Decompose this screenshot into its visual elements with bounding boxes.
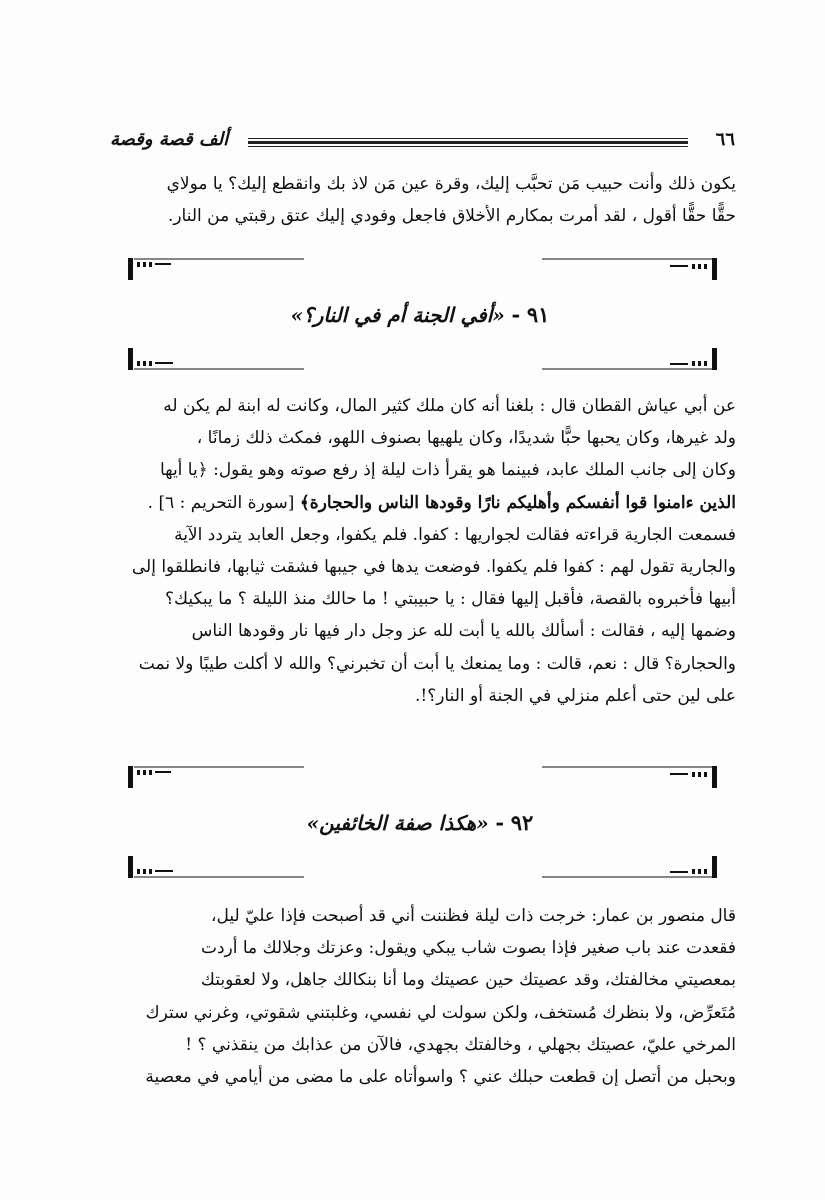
verse-reference: [سورة التحريم : ٦] . [147, 492, 295, 513]
section-dash: - [511, 302, 521, 327]
text-line: يكون ذلك وأنت حبيب مَن تحبَّب إليك، وقرة عين مَن لاذ بك وانقطع إليك؟ يا مولاي [166, 174, 736, 194]
text-line: بمعصيتي مخالفتك، وقد عصيتك حين عصيتك وما أنا بنكالك جاهل، ولا لعقوبتك [200, 970, 736, 991]
section-title: «أفي الجنة أم في النار؟» [290, 303, 505, 327]
section-heading [120, 300, 720, 330]
text-line: والجارية تقول لهم : كفوا فلم يكفوا. فوضعت يدها في جيبها فشقت ثيابها، فانطلقوا إلى [131, 557, 736, 578]
header-rule [248, 138, 688, 139]
text-line: والحجارة؟ قال : نعم، قالت : وما يمنعك يا أبت أن تخبرني؟ والله لا أكلت طيبًا ولا نمت [138, 653, 736, 674]
ornament-corner-bottom-right [540, 856, 720, 878]
text-line: فقعدت عند باب صغير فإذا بصوت شاب يبكي ويقول: وعزتك وجلالك ما أردت [200, 938, 736, 959]
section-number: ٩١ [526, 302, 550, 327]
text-line: المرخي عليّ، عصيتك بجهلي ، وخالفتك بجهدي، فالآن من عذابك من ينقذني ؟ ! [185, 1034, 736, 1055]
text-line: عن أبي عياش القطان قال : بلغنا أنه كان ملك كثير المال، وكانت له ابنة لم يكن له [163, 396, 736, 416]
page-number: ٦٦ [715, 129, 735, 150]
ornament-corner-top-right [540, 766, 720, 788]
book-title: ألف قصة وقصة [110, 129, 229, 150]
text-line: مُتَعرِّض، ولا بنظرك مُستخف، ولكن سولت لي نفسي، وغلبتني شقوتي، وغرني سترك [145, 1002, 736, 1023]
text-line [118, 487, 736, 519]
ornament-corner-bottom-left [126, 348, 306, 370]
intro-paragraph [118, 168, 736, 232]
quran-verse: الذين ءامنوا قوا أنفسكم وأهليكم نارًا وقودها الناس والحجارة﴾ [299, 492, 736, 513]
header-rule [248, 141, 688, 144]
text-line: وكان إلى جانب الملك عابد، فبينما هو يقرأ ذات ليلة إذ رفع صوته وهو يقول: ﴿يا أيها [159, 460, 736, 481]
text-line: قال منصور بن عمار: خرجت ذات ليلة فظننت أني قد أصبحت فإذا عليّ ليل، [211, 906, 736, 926]
ornament-corner-top-left [126, 258, 306, 280]
section-dash: - [495, 810, 505, 835]
text-line: فسمعت الجارية قراءته فقالت لجواريها : كفوا. فلم يكفوا، وجعل العابد يتردد الآية [174, 524, 736, 545]
story-91-text [118, 390, 736, 712]
ornament-corner-top-right [540, 258, 720, 280]
section-number: ٩٢ [510, 810, 534, 835]
ornament-corner-top-left [126, 766, 306, 788]
text-line: وبحبل من أتصل إن قطعت حبلك عني ؟ واسوأتاه على ما مضى من أيامي في معصية [145, 1067, 736, 1088]
text-line: أبيها فأخبروه بالقصة، فأقبل إليها فقال : يا حبيبتي ! ما حالك منذ الليلة ؟ ما يبكيك؟ [164, 589, 736, 610]
text-line: وضمها إليه ، فقالت : أسألك بالله يا أبت لله عز وجل دار فيها نار وقودها الناس [191, 621, 736, 642]
text-line: حقًّا حقًّا أقول ، لقد أمرت بمكارم الأخلاق فاجعل وفودي إليك عتق رقبتي من النار. [167, 206, 736, 227]
ornament-corner-bottom-left [126, 856, 306, 878]
ornament-corner-bottom-right [540, 348, 720, 370]
section-heading [120, 808, 720, 838]
story-92-text [118, 900, 736, 1093]
section-heading-frame-91 [120, 258, 720, 370]
section-heading-frame-92 [120, 766, 720, 878]
header-rule [248, 146, 688, 147]
running-header [110, 128, 735, 158]
text-line: على لين حتى أعلم منزلي في الجنة أو النار؟!. [414, 685, 736, 706]
section-title: «هكذا صفة الخائفين» [306, 811, 489, 835]
text-line: ولد غيرها، وكان يحبها حبًّا شديدًا، وكان يلهيها بصنوف اللهو، فمكث ذلك زمانًا ، [196, 428, 736, 449]
